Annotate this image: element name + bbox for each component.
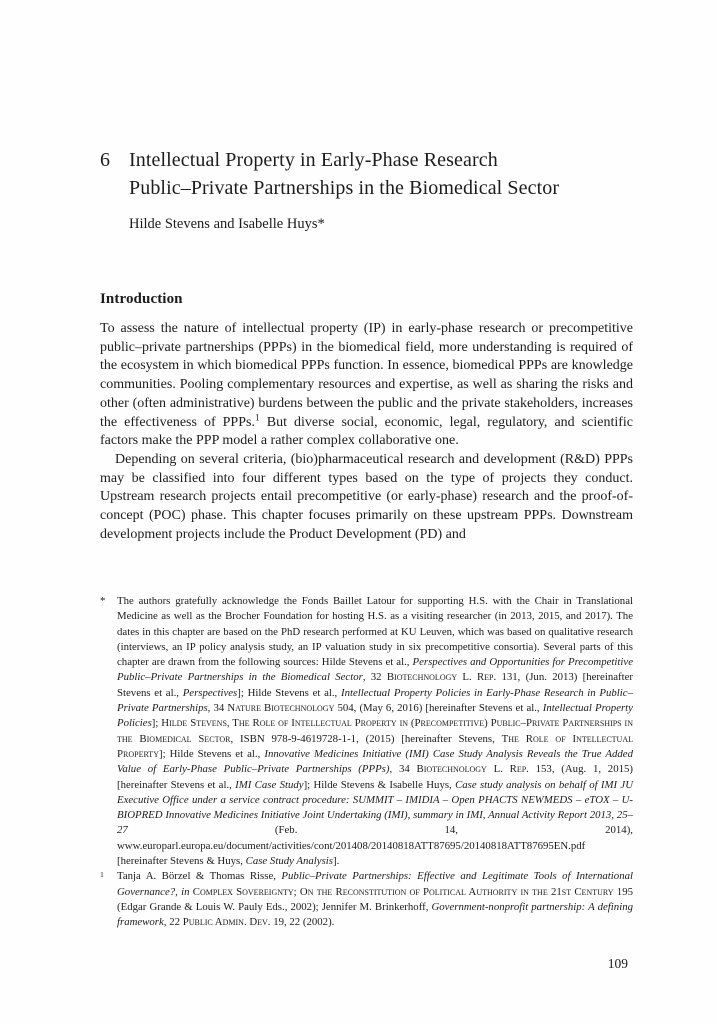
author-line: Hilde Stevens and Isabelle Huys*	[129, 216, 325, 232]
chapter-title-line-1: Intellectual Property in Early-Phase Research	[129, 149, 498, 171]
paragraph-2: Depending on several criteria, (bio)pharmaceutical research and development (R&D) PPPs may be classified into four different types based on the type of projects they conduct. Upstream research projects entail precompetitive (or early-phase) research and the proof-of-concept (POC) phase. This chapter focuses primarily on these upstream PPPs. Downstream development projects include the Product Development (PD) and	[100, 451, 633, 542]
footnote-star-marker: *	[100, 595, 106, 607]
chapter-header	[100, 146, 633, 233]
footnote-star	[100, 594, 633, 869]
chapter-title-line-2: Public–Private Partnerships in the Biomedical Sector	[129, 177, 560, 199]
chapter-number: 6	[100, 149, 111, 171]
footnote-star-text: The authors gratefully acknowledge the Fonds Baillet Latour for supporting H.S. with the Chair in Translational Medicine as well as the Brocher Foundation for hosting H.S. as a visiting researcher (in 2013, 2015, and 2017). The dates in this chapter are based on the PhD research performed at KU Leuven, which was based on qualitative research (interviews, an IP policy analysis study, an IP valuation study in six precompetitive consortia). Several parts of this chapter are drawn from the following sources: Hilde Stevens et al., Perspectives and Opportunities for Precompetitive Public–Private Partnerships in the Biomedical Sector, 32 Biotechnology L. Rep. 131, (Jun. 2013) [hereinafter Stevens et al., Perspectives]; Hilde Stevens et al., Intellectual Property Policies in Early-Phase Research in Public–Private Partnerships, 34 Nature Biotechnology 504, (May 6, 2016) [hereinafter Stevens et al., Intellectual Property Policies]; Hilde Stevens, The Role of Intellectual Property in (Precompetitive) Public–Private Partnerships in the Biomedical Sector, ISBN 978-9-4619728-1-1, (2015) [hereinafter Stevens, The Role of Intellectual Property]; Hilde Stevens et al., Innovative Medicines Initiative (IMI) Case Study Analysis Reveals the True Added Value of Early-Phase Public–Private Partnerships (PPPs), 34 Biotechnology L. Rep. 153, (Aug. 1, 2015) [hereinafter Stevens et al., IMI Case Study]; Hilde Stevens & Isabelle Huys, Case study analysis on behalf of IMI JU Executive Office under a service contract procedure: SUMMIT – IMIDIA – Open PHACTS NEWMEDS – eTOX – U-BIOPRED Innovative Medicines Initiative Joint Undertaking (IMI), summary in IMI, Annual Activity Report 2013, 25–27 (Feb. 14, 2014), www.europarl.europa.eu/document/activities/cont/201408/20140818ATT87695/20140818ATT87695EN.pdf [hereinafter Stevens & Huys, Case Study Analysis].	[117, 595, 634, 868]
page-number: 109	[607, 956, 628, 971]
section-heading: Introduction	[100, 291, 183, 307]
footnotes	[100, 594, 633, 931]
paragraph-1: To assess the nature of intellectual property (IP) in early-phase research or precompetitive public–private partnerships (PPPs) in the biomedical field, more understanding is required of the ecosystem in which biomedical PPPs function. In essence, biomedical PPPs are knowledge communities. Pooling complementary resources and expertise, as well as sharing the risks and other (often administrative) burdens between the public and the private stakeholders, increases the effectiveness of PPPs.$^1$ But diverse social, economic, legal, regulatory, and scientific factors make the PPP model a rather complex collaborative one.	[100, 321, 634, 449]
chapter-title	[100, 146, 633, 202]
chapter-title-text	[129, 146, 559, 202]
footnote-1-marker: 1	[100, 870, 104, 880]
footnote-1	[100, 869, 633, 930]
body-text	[100, 320, 633, 544]
footnote-1-text: Tanja A. Börzel & Thomas Risse, Public–Private Partnerships: Effective and Legitimate Tools of International Governance?, in Complex Sovereignty; On the Reconstitution of Political Authority in the 21st Century 195 (Edgar Grande & Louis W. Pauly Eds., 2002); Jennifer M. Brinkerhoff, Government-nonprofit partnership: A defining framework, 22 Public Admin. Dev. 19, 22 (2002).	[117, 870, 633, 929]
